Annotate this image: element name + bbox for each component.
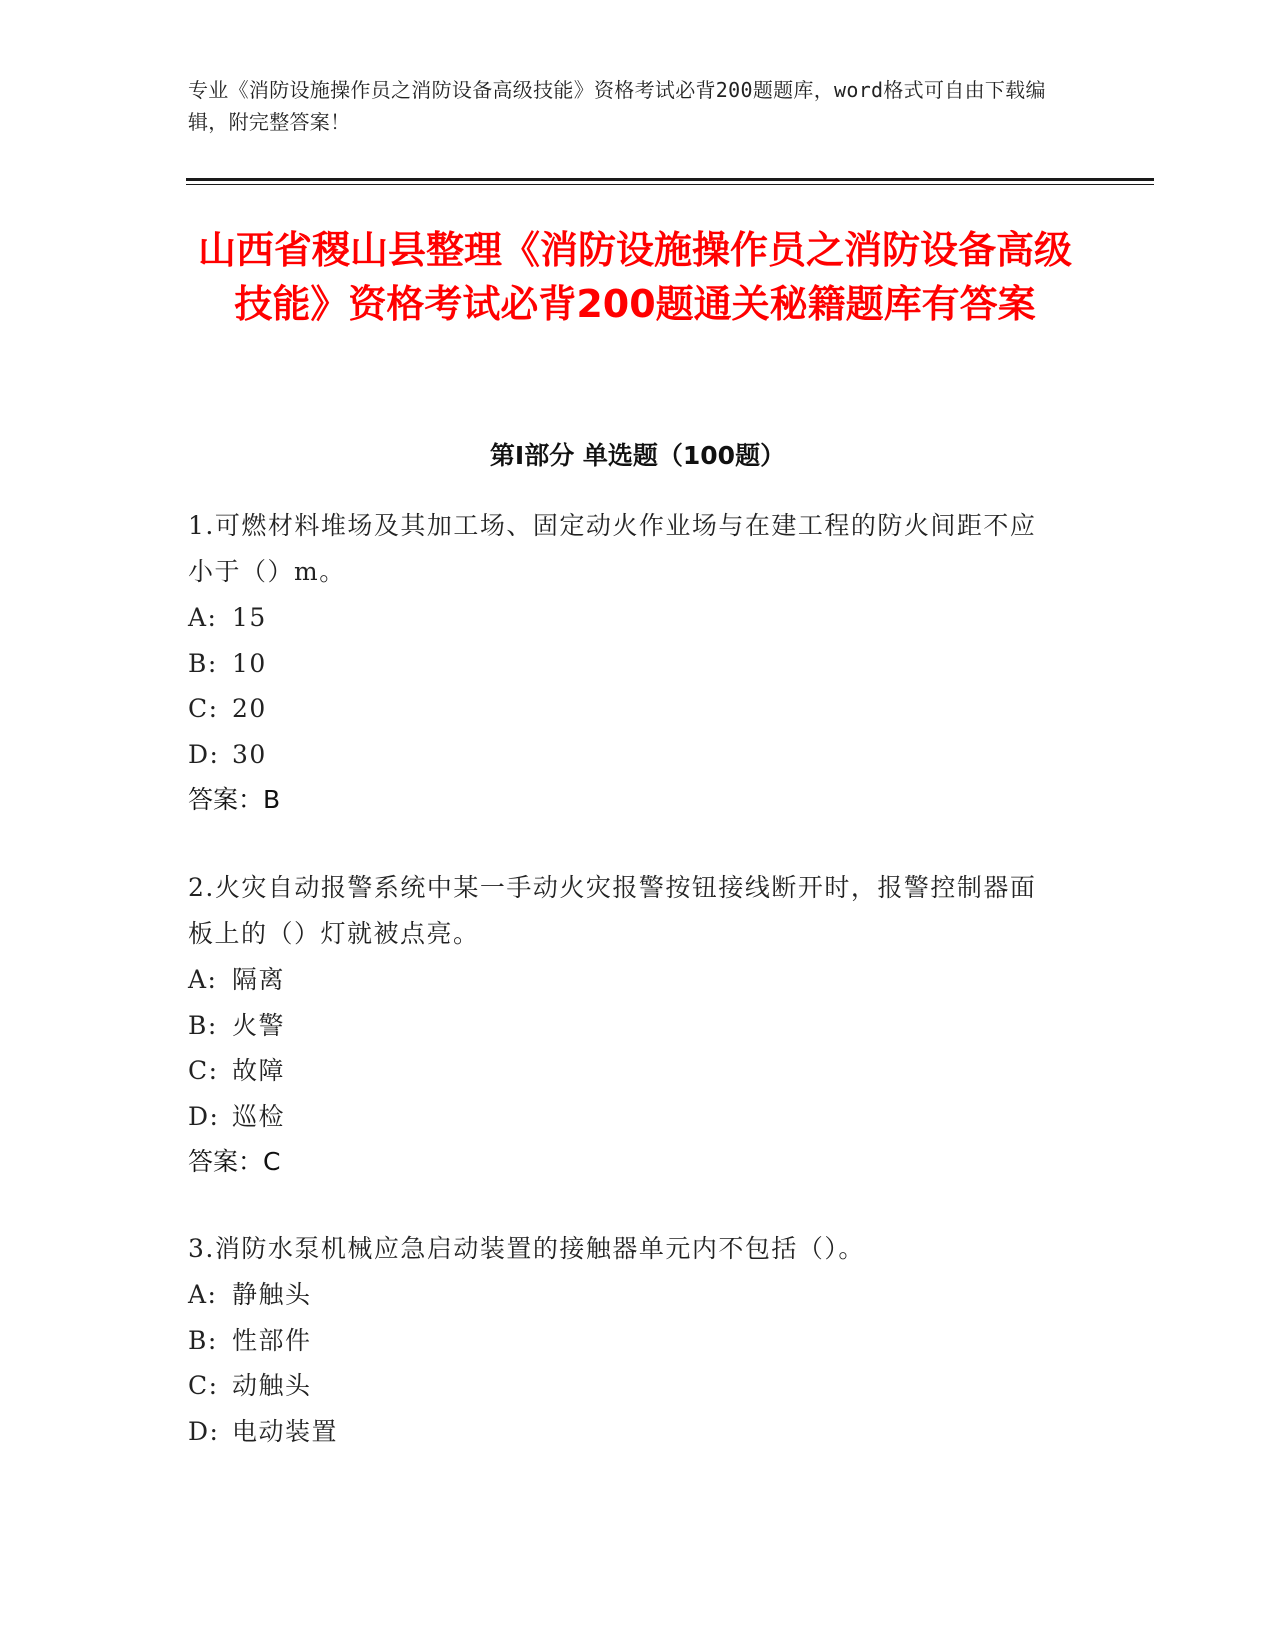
question-3 [188,1226,1058,1454]
option-text: 电动装置 [232,1416,339,1446]
question-text: 1.可燃材料堆场及其加工场、固定动火作业场与在建工程的防火间距不应小于（）m。 [188,511,1037,586]
option-a [188,1272,1058,1318]
question-2 [188,865,1058,1185]
option-c [188,1363,1058,1409]
option-letter: D: [188,1416,220,1446]
option-letter: A: [188,603,218,632]
document-title: 山西省稷山县整理《消防设施操作员之消防设备高级技能》资格考试必背200题通关秘籍题库有答案 [197,228,1072,326]
option-text: 巡检 [232,1101,286,1131]
option-b [188,1003,1058,1049]
option-b [188,1318,1058,1364]
option-text: 30 [232,739,267,769]
option-d [188,1409,1058,1455]
option-c [188,1048,1058,1094]
option-letter: D: [188,1101,220,1131]
option-text: 故障 [232,1056,286,1085]
option-b [188,641,1058,687]
header-rule-thin [186,184,1154,185]
option-letter: B: [188,648,218,678]
option-text: 15 [232,603,267,632]
option-letter: C: [188,694,219,723]
option-letter: C: [188,1371,219,1400]
question-1 [188,503,1058,823]
header-rule-thick [186,178,1154,181]
option-letter: B: [188,1010,218,1040]
option-letter: B: [188,1325,218,1355]
option-letter: C: [188,1056,219,1085]
option-text: 20 [232,694,267,723]
option-text: 静触头 [232,1280,312,1309]
option-c [188,686,1058,732]
question-text: 3.消防水泵机械应急启动装置的接触器单元内不包括（）。 [188,1234,865,1263]
option-letter: D: [188,739,220,769]
answer: 答案：C [188,1147,281,1176]
question-text: 2.火灾自动报警系统中某一手动火灾报警按钮接线断开时，报警控制器面板上的（）灯就被点亮。 [188,873,1037,948]
option-d [188,1094,1058,1140]
option-a [188,595,1058,641]
option-letter: A: [188,965,218,994]
option-d [188,732,1058,778]
option-text: 火警 [232,1010,286,1040]
answer: 答案：B [188,785,281,814]
option-text: 隔离 [232,965,286,994]
section-heading: 第Ⅰ部分 单选题（100题） [489,441,786,470]
option-text: 动触头 [232,1371,312,1400]
option-a [188,957,1058,1003]
option-text: 10 [232,648,267,678]
option-letter: A: [188,1280,218,1309]
header-note: 专业《消防设施操作员之消防设备高级技能》资格考试必背200题题库，word格式可自由下载编辑，附完整答案！ [188,78,1046,134]
option-text: 性部件 [232,1325,312,1355]
